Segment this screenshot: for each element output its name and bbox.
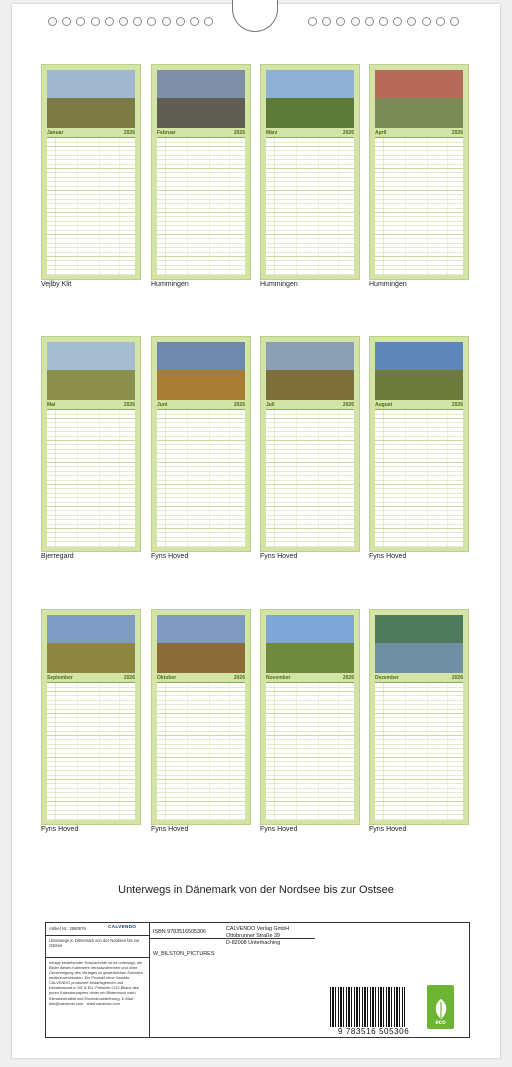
month-photo [375,615,463,673]
month-name: Dezember [375,675,399,681]
month-photo [157,70,245,128]
month-year: 2026 [233,675,245,681]
binding-holes-left [48,17,213,29]
photo-caption: Fyns Hoved [260,826,298,833]
binding-hole [308,17,317,26]
footer-subtitle: Unterwegs in Dänemark von der Nordsee bis zur Ostsee [49,938,140,949]
eco-badge [427,985,454,1029]
month-card-mai [41,336,141,552]
binding-hole [105,17,114,26]
month-card-august [369,336,469,552]
binding-hole [393,17,402,26]
isbn-barcode [330,987,405,1027]
month-card-januar [41,64,141,280]
divider [46,935,150,936]
photo-caption: Hummingen [260,281,298,288]
publisher-city: D-82008 Unterhaching [226,940,281,946]
divider [46,957,150,958]
isbn: ISBN 9783516505306 [153,929,207,935]
month-name: März [266,130,278,136]
photo-caption: Fyns Hoved [369,826,407,833]
month-name: Februar [157,130,176,136]
product-footer [45,922,470,1038]
binding-hole [322,17,331,26]
month-card-dezember [369,609,469,825]
month-photo [157,615,245,673]
month-photo [47,342,135,400]
photo-caption: Fyns Hoved [369,553,407,560]
month-photo [47,615,135,673]
month-photo [375,342,463,400]
photo-caption: Hummingen [369,281,407,288]
publisher-street: Ottobrunner Straße 39 [226,933,280,939]
binding-holes-right [308,17,459,29]
month-photo [375,70,463,128]
barcode-number: 9 783516 505306 [338,1027,410,1036]
month-name: August [375,402,393,408]
month-card-juli [260,336,360,552]
photo-caption: Bjerregard [41,553,74,560]
binding-hole [379,17,388,26]
binding-hole [365,17,374,26]
month-year: 2026 [342,402,354,408]
publisher-name: CALVENDO Verlag GmbH [226,926,290,932]
author-credit: W_BILSTON_PICTURES [153,951,215,957]
binding-hole [91,17,100,26]
binding-hole [48,17,57,26]
photo-caption: Hummingen [151,281,189,288]
month-name: Januar [47,130,64,136]
month-year: 2026 [451,130,463,136]
month-year: 2026 [451,675,463,681]
publisher-block [224,923,316,949]
photo-caption: Vejlby Klit [41,281,72,288]
month-year: 2026 [123,675,135,681]
month-name: Juni [157,402,168,408]
photo-caption: Fyns Hoved [260,553,298,560]
month-name: Mai [47,402,56,408]
month-name: Oktober [157,675,177,681]
month-photo [47,70,135,128]
month-year: 2026 [123,130,135,136]
binding-hole [422,17,431,26]
month-year: 2026 [342,130,354,136]
binding-hole [62,17,71,26]
photo-caption: Fyns Hoved [151,553,189,560]
legal-disclaimer: Infolge bestehender Schutzrechte ist es untersagt, die Bilder dieses Kalenders herauszutrennen und ohne Genehmigung des Verlages zu gewerblichen Zwecken weiterzuverwenden. Ein Produkt ohne Gewähr. CALVENDO produziert bedarfsgerecht und klimabewusst in DE & EU. Preisinfo CO2-Bilanz des puren Kalenderpapiers hinter ein Bilderdruck nach Klimaneutralität und Einzeldrucklieferung. E-Mail: info@calvendo.com · www.calvendo.com [49,960,143,1006]
binding-hole [119,17,128,26]
binding-hole [133,17,142,26]
month-name: Juli [266,402,275,408]
binding-hole [351,17,360,26]
month-year: 2026 [123,402,135,408]
month-name: April [375,130,387,136]
month-card-september [41,609,141,825]
month-card-juni [151,336,251,552]
binding-hole [162,17,171,26]
article-number: Artikel Nr.: 2580876 [49,926,86,931]
month-year: 2026 [233,130,245,136]
month-card-februar [151,64,251,280]
binding-hole [190,17,199,26]
calvendo-logo: CALVENDO [108,925,137,930]
month-card-november [260,609,360,825]
month-year: 2026 [451,402,463,408]
binding-hole [407,17,416,26]
footer-info-cell [46,923,150,1037]
month-photo [266,615,354,673]
month-name: September [47,675,73,681]
calendar-title: Unterwegs in Dänemark von der Nordsee bis zur Ostsee [118,884,394,896]
binding-hole [76,17,85,26]
leaf-icon [432,998,450,1020]
photo-caption: Fyns Hoved [151,826,189,833]
photo-caption: Fyns Hoved [41,826,79,833]
binding-hole [450,17,459,26]
binding-hole [436,17,445,26]
month-year: 2026 [342,675,354,681]
binding-hole [336,17,345,26]
binding-hole [147,17,156,26]
month-year: 2026 [233,402,245,408]
month-photo [266,342,354,400]
footer-isbn-cell [150,923,224,1037]
month-photo [157,342,245,400]
month-name: November [266,675,291,681]
binding-hole [176,17,185,26]
month-card-april [369,64,469,280]
eco-label: eco [435,1020,446,1026]
month-card-maerz [260,64,360,280]
month-photo [266,70,354,128]
month-card-oktober [151,609,251,825]
binding-hole [204,17,213,26]
